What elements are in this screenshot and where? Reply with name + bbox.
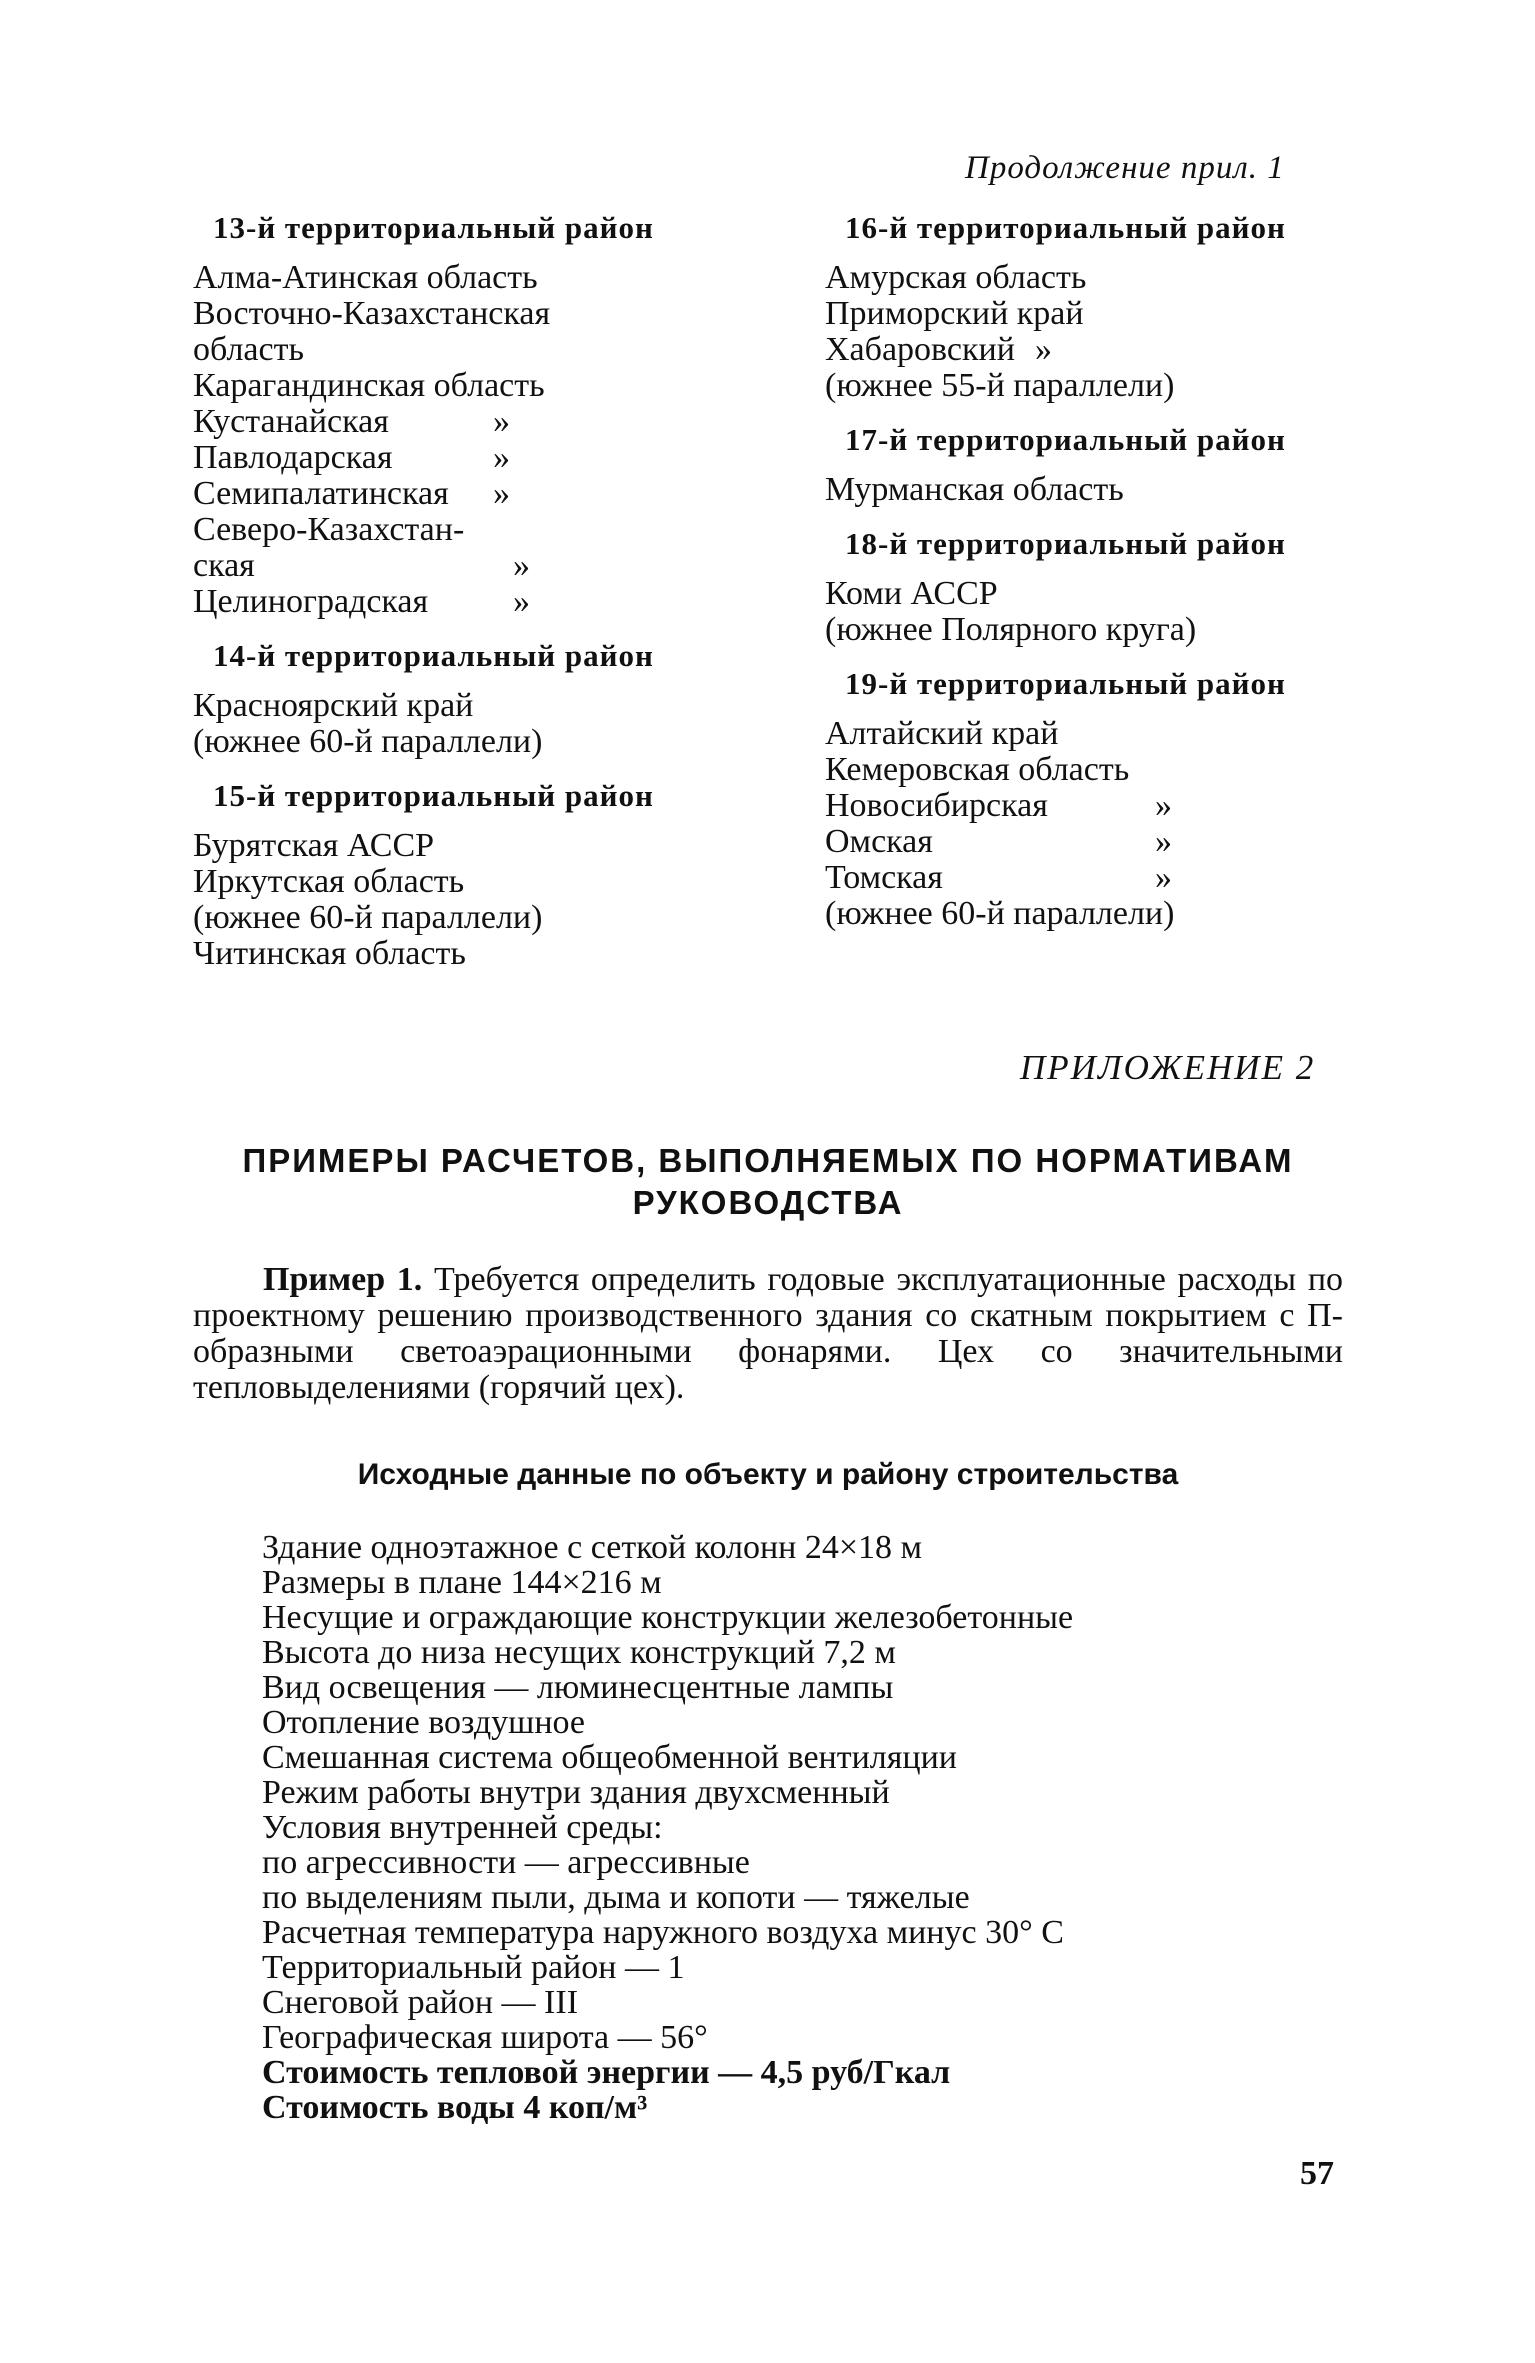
region-name: Кемеровская область [825,751,1130,788]
region-name: Приморский край [825,295,1084,332]
data-line: Стоимость тепловой энергии — 4,5 руб/Гкал [262,2054,951,2091]
data-line: Здание одноэтажное с сеткой колонн 24×18 м [262,1529,923,1566]
region-name: (южнее 60-й параллели) [193,723,543,760]
data-line: Снеговой район — III [262,1984,579,2021]
region-line [825,824,1385,860]
subheading: Исходные данные по объекту и району строительства [357,1458,1179,1491]
region-line [193,332,753,368]
region-line [193,688,753,724]
region-line [825,332,1385,368]
region-name: Кустанайская [193,403,389,440]
district-block [193,778,753,972]
data-line: Размеры в плане 144×216 м [262,1564,662,1601]
region-name: Новосибирская [825,787,1048,824]
region-line [193,512,753,548]
region-line [193,440,753,476]
data-line: Расчетная температура наружного воздуха минус 30° С [262,1914,1064,1951]
region-line [193,864,753,900]
data-line: по выделениям пыли, дыма и копоти — тяжелые [262,1879,970,1916]
region-name: Восточно-Казахстанская [193,295,551,332]
example-text: Требуется определить годовые эксплуатационные расходы по проектному решению производственного здания со скатным покрытием с П-образными светоаэрационными фонарями. Цех со значительными тепловыделениями (горячий цех). [193,1261,1344,1406]
district-block [825,210,1385,404]
ditto-mark: » [1035,331,1052,368]
region-line [193,828,753,864]
district-block [193,638,753,760]
region-line [193,404,753,440]
region-line [825,612,1385,648]
data-line: Смешанная система общеобменной вентиляции [262,1739,957,1776]
district-block [825,526,1385,648]
region-line [193,548,753,584]
region-line [193,900,753,936]
district-heading: 16-й территориальный район [845,210,1286,245]
region-line [193,296,753,332]
data-line: Несущие и ограждающие конструкции железобетонные [262,1599,1074,1636]
region-name: Красноярский край [193,687,474,724]
region-line [193,724,753,760]
data-line: Географическая широта — 56° [262,2019,708,2056]
data-line: Вид освещения — люминесцентные лампы [262,1669,894,1706]
region-name: (южнее 55-й параллели) [825,367,1175,404]
ditto-mark: » [493,403,510,440]
ditto-mark: » [493,439,510,476]
data-line: Отопление воздушное [262,1704,586,1741]
region-line [193,368,753,404]
region-line [193,476,753,512]
region-name: Амурская область [825,259,1087,296]
region-name: (южнее 60-й параллели) [193,899,543,936]
right-column [825,210,1385,950]
data-line: Территориальный район — 1 [262,1949,685,1986]
region-name: Карагандинская область [193,367,545,404]
region-line [193,260,753,296]
left-column [193,210,753,990]
region-line [825,896,1385,932]
district-heading: 15-й территориальный район [213,778,654,813]
district-heading: 17-й территориальный район [845,422,1286,457]
data-line: Высота до низа несущих конструкций 7,2 м [262,1634,896,1671]
region-name: Хабаровский [825,331,1015,368]
data-line: Стоимость воды 4 коп/м³ [262,2089,648,2126]
appendix-label: ПРИЛОЖЕНИЕ 2 [1020,1048,1316,1087]
region-name: Иркутская область [193,863,465,900]
region-line [825,472,1385,508]
data-line: Условия внутренней среды: [262,1809,663,1846]
region-name: Целиноградская [193,583,429,620]
region-name: ская [193,547,255,584]
region-name: Семипалатинская [193,475,449,512]
district-heading: 13-й территориальный район [213,210,654,245]
region-line [825,260,1385,296]
region-line [825,788,1385,824]
data-line: Режим работы внутри здания двухсменный [262,1774,890,1811]
region-line [193,584,753,620]
region-line [825,860,1385,896]
ditto-mark: » [1155,823,1172,860]
data-line: по агрессивности — агрессивные [262,1844,750,1881]
ditto-mark: » [513,583,530,620]
region-name: Бурятская АССР [193,827,435,864]
region-line [825,752,1385,788]
ditto-mark: » [493,475,510,512]
example-paragraph [193,1262,1343,1406]
district-heading: 18-й территориальный район [845,526,1286,561]
example-lead: Пример 1. [263,1261,423,1298]
region-name: Алтайский край [825,715,1059,752]
district-heading: 14-й территориальный район [213,638,654,673]
region-line [825,368,1385,404]
region-name: Мурманская область [825,471,1124,508]
region-line [825,576,1385,612]
district-block [193,210,753,620]
region-name: Павлодарская [193,439,393,476]
region-name: область [193,331,304,368]
ditto-mark: » [513,547,530,584]
section-title: ПРИМЕРЫ РАСЧЕТОВ, ВЫПОЛНЯЕМЫХ ПО НОРМАТИВАМ РУКОВОДСТВА [242,1142,1294,1221]
district-heading: 19-й территориальный район [845,666,1286,701]
region-name: (южнее 60-й параллели) [825,895,1175,932]
ditto-mark: » [1155,859,1172,896]
region-name: Алма-Атинская область [193,259,538,296]
ditto-mark: » [1155,787,1172,824]
district-block [825,666,1385,932]
page-number: 57 [1300,2155,1334,2192]
region-name: Томская [825,859,943,896]
region-line [825,716,1385,752]
region-name: Коми АССР [825,575,998,612]
source-data-list [262,1530,1362,2125]
region-line [193,936,753,972]
region-name: Читинская область [193,935,466,972]
region-name: (южнее Полярного круга) [825,611,1197,648]
region-name: Северо-Казахстан- [193,511,465,548]
region-line [825,296,1385,332]
continuation-label: Продолжение прил. 1 [965,150,1285,186]
district-block [825,422,1385,508]
region-name: Омская [825,823,933,860]
